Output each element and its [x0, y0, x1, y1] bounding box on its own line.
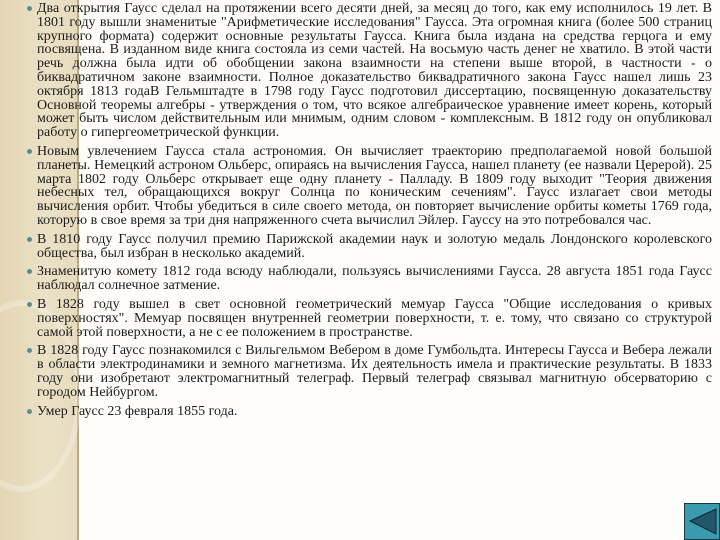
list-item — [37, 145, 712, 228]
list-item-text: Знаменитую комету 1812 года всюду наблюдали, пользуясь вычислениями Гаусса. 28 августа 1851 года Гаусс наблюдал солнечное затмение. — [37, 264, 712, 294]
list-item-text: Новым увлечением Гаусса стала астрономия. Он вычисляет траекторию предполагаемой новой большой планеты. Немецкий астроном Ольберс, опираясь на вычисления Гаусса, нашел планету (ее назвали Церерой). 25 марта 1802 году Ольберс открывает еще одну планету - Палладу. В 1809 году выходит "Теория движения небесных тел, обращающихся вокруг Солнца по коническим сечениям". Гаусс излагает свои методы вычисления орбит. Чтобы убедиться в силе своего метода, он повторяет вычисление орбиты кометы 1769 года, которую в свое время за три дня напряженного счета вычислил Эйлер. Гауссу на это потребовался час. — [37, 143, 712, 228]
list-item-text: В 1828 году вышел в свет основной геометрический мемуар Гаусса "Общие исследования о кривых поверхностях". Мемуар посвящен внутренней геометрии поверхности, т. е. тому, что связано со структурой самой этой поверхности, а не с ее положением в пространстве. — [37, 296, 712, 340]
bullet-list — [37, 2, 712, 423]
list-item — [37, 405, 712, 419]
list-item-text: В 1828 году Гаусс познакомился с Вильгельмом Вебером в доме Гумбольдта. Интересы Гаусса и Вебера лежали в области электродинамики и земного магнетизма. Их деятельность имела и практические результаты. В 1833 году они изобретают электромагнитный телеграф. Первый телеграф связывал магнитную обсерваторию с городом Нейбургом. — [37, 343, 712, 400]
list-item — [37, 233, 712, 261]
list-item — [37, 344, 712, 399]
bullet-icon — [27, 149, 32, 154]
bullet-icon — [27, 237, 32, 242]
list-item-text: Два открытия Гаусс сделал на протяжении всего десяти дней, за месяц до того, как ему исполнилось 19 лет. В 1801 году вышли знаменитые "Арифметические исследования" Гаусса. Эта огромная книга (более 500 страниц крупного формата) содержит основные результаты Гаусса. Книга была издана на средства герцога и ему посвящена. В изданном виде книга состояла из семи частей. На восьмую часть денег не хватило. В этой части речь должна была идти об обобщении закона взаимности на степени выше второй, в частности - о биквадратичном законе взаимности. Полное доказательство биквадратичного закона Гаусс нашел лишь 23 октября 1813 годаВ Гельмштадте в 1798 году Гаусс подготовил диссертацию, посвященную доказательству Основной теоремы алгебры - утверждения о том, что всякое алгебраическое уравнение имеет корень, который может быть числом действительным или мнимым, одним словом - комплексным. В 1812 году он опубликовал работу о гипергеометрической функции. — [37, 1, 712, 141]
bullet-icon — [27, 409, 32, 414]
bullet-icon — [27, 6, 32, 11]
list-item-text: В 1810 году Гаусс получил премию Парижской академии наук и золотую медаль Лондонского королевского общества, был избран в несколько академий. — [37, 231, 712, 261]
list-item-text: Умер Гаусс 23 февраля 1855 года. — [37, 403, 238, 419]
bullet-icon — [27, 302, 32, 307]
list-item — [37, 265, 712, 293]
triangle-left-icon — [687, 507, 719, 537]
list-item — [37, 298, 712, 339]
back-button[interactable] — [684, 503, 720, 540]
list-item — [37, 2, 712, 140]
